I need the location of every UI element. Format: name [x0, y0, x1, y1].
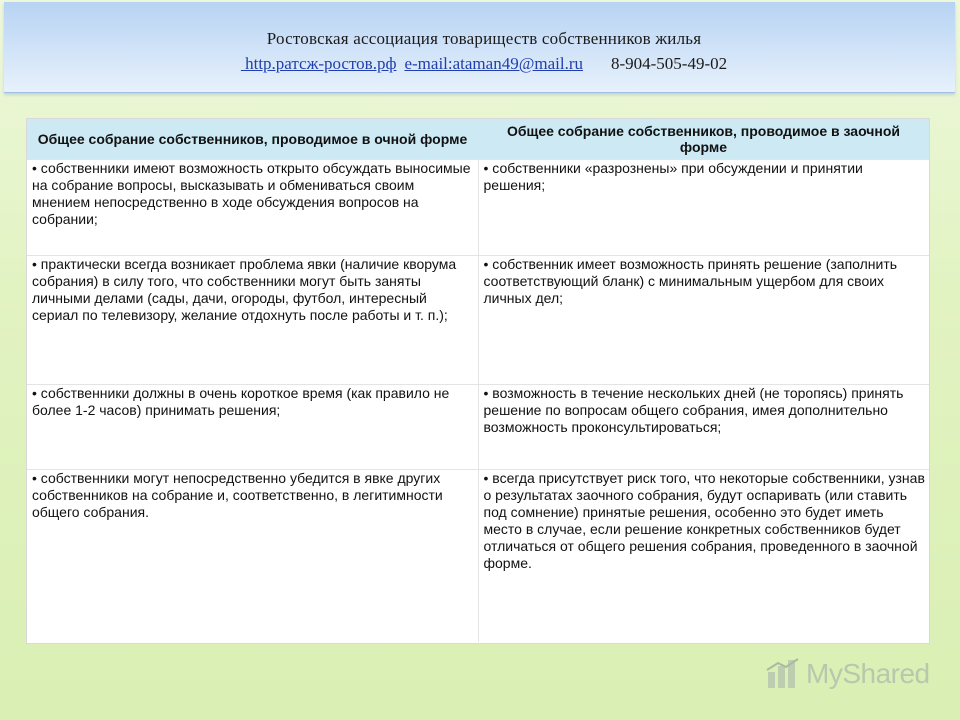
header-contacts: [4, 54, 960, 74]
table-cell-in-person: • собственники могут непосредственно убедится в явке других собственников на собрание и, соответственно, в легитимности общего собрания.: [27, 470, 478, 643]
table-cell-in-person: • практически всегда возникает проблема явки (наличие кворума собрания) в силу того, что собственники могут быть заняты личными делами (сады, дачи, огороды, футбол, интересный сериал по телевизору, желание отдохнуть после работы и т. п.);: [27, 256, 478, 385]
table-cell-in-person: • собственники должны в очень короткое время (как правило не более 1-2 часов) принимать решения;: [27, 385, 478, 470]
watermark-text: MyShared: [806, 658, 930, 689]
site-link[interactable]: http.ратсж-ростов.рф: [240, 54, 397, 73]
header-title: Ростовская ассоциация товариществ собственников жилья: [266, 29, 702, 48]
table-header-row: [27, 119, 929, 160]
column-header-in-person: Общее собрание собственников, проводимое в очной форме: [27, 119, 478, 160]
table-row: [27, 385, 929, 470]
table-cell-in-person: • собственники имеют возможность открыто обсуждать выносимые на собрание вопросы, высказывать и обмениваться своим мнением непосредственно в ходе обсуждения вопросов на собрании;: [27, 160, 478, 256]
watermark: [766, 654, 930, 694]
table-cell-absentee: • всегда присутствует риск того, что некоторые собственники, узнав о результатах заочного собрания, будут оспаривать (или ставить под сомнение) принятые решения, особенно это будет иметь место в случае, если решение конкретных собственников будет отличаться от общего решения собрания, проведенного в заочной форме.: [478, 470, 929, 643]
table-row: [27, 256, 929, 385]
email-link[interactable]: e-mail:ataman49@mail.ru: [404, 54, 583, 73]
table-cell-absentee: • возможность в течение нескольких дней (не торопясь) принять решение по вопросам общего собрания, имея дополнительно возможность проконсультироваться;: [478, 385, 929, 470]
column-header-absentee: Общее собрание собственников, проводимое в заочной форме: [478, 119, 929, 160]
comparison-table: [26, 118, 930, 644]
table-cell-absentee: • собственники «разрознены» при обсуждении и принятии решения;: [478, 160, 929, 256]
header-band: [4, 2, 955, 93]
table-row: [27, 470, 929, 643]
table-cell-absentee: • собственник имеет возможность принять решение (заполнить соответствующий бланк) с минимальным ущербом для своих личных дел;: [478, 256, 929, 385]
table-row: [27, 160, 929, 256]
myshared-logo-icon: [766, 658, 800, 690]
phone-number: 8-904-505-49-02: [610, 54, 728, 73]
